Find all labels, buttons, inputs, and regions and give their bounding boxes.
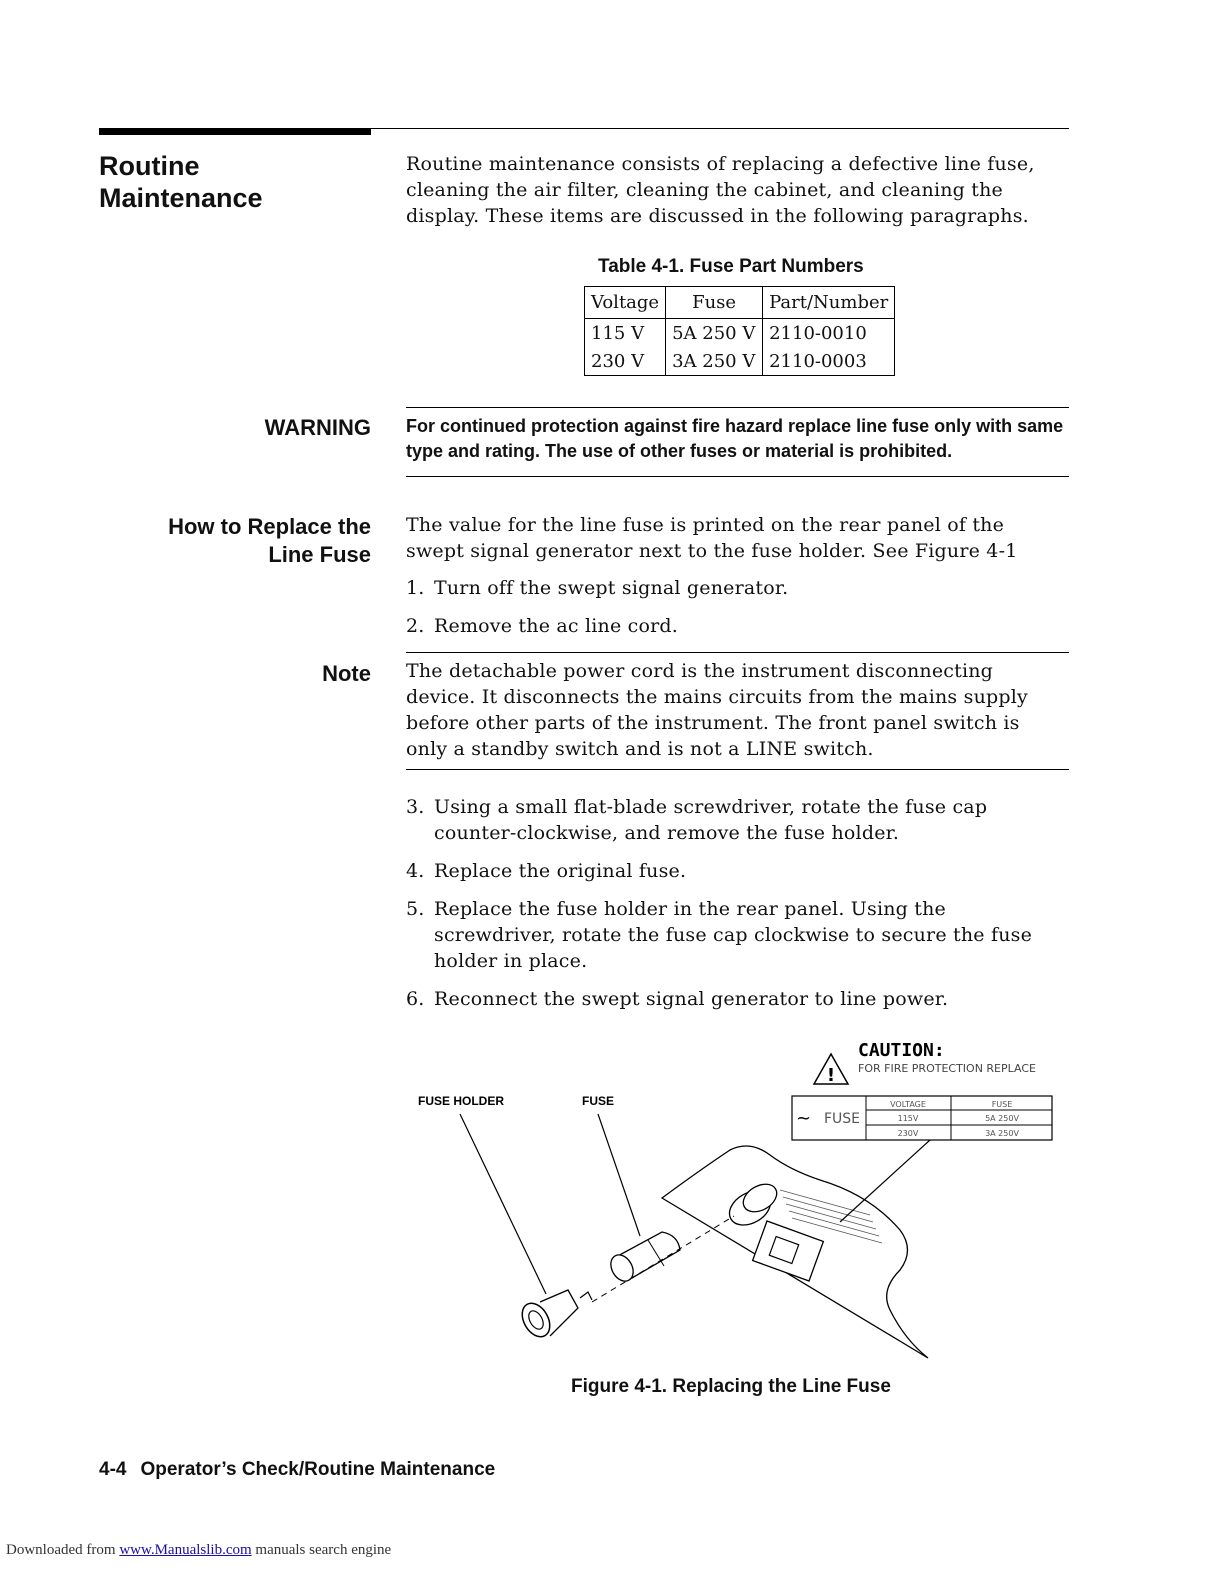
how-to-label-line1: How to Replace the <box>168 514 371 539</box>
section-title <box>99 150 263 214</box>
warning-rule-bottom <box>406 476 1069 477</box>
table-row <box>585 319 895 348</box>
step-number: 1. <box>406 577 425 599</box>
panel-fuse-text: FUSE <box>824 1111 861 1127</box>
page-number: 4-4 <box>99 1459 127 1480</box>
fuse-table <box>584 286 895 376</box>
section-title-line1: Routine <box>99 151 200 181</box>
section-rule-thick <box>99 128 371 135</box>
step-number: 2. <box>406 615 425 637</box>
fuse-drawing <box>606 1232 680 1285</box>
figure-caption: Figure 4-1. Replacing the Line Fuse <box>571 1376 891 1397</box>
fuse-holder-drawing <box>517 1290 592 1342</box>
panel-cell: 5A 250V <box>985 1114 1019 1123</box>
list-item <box>406 613 1076 639</box>
how-to-label-line2: Line Fuse <box>268 542 371 567</box>
step-number: 6. <box>406 988 425 1010</box>
fuse-leader <box>598 1114 640 1236</box>
steps-list-b <box>406 794 1066 1024</box>
table-header-voltage: Voltage <box>585 287 666 319</box>
list-item <box>406 986 1066 1012</box>
step-text: Reconnect the swept signal generator to line power. <box>434 988 949 1010</box>
fuse-replacement-figure <box>400 1030 1080 1370</box>
manualslib-link[interactable]: www.Manualslib.com <box>119 1542 252 1558</box>
note-text: The detachable power cord is the instrument disconnecting device. It disconnects the mains circuits from the mains supply before other parts of the instrument. The front panel switch is only a standby switch and is not a LINE switch. <box>406 660 1028 760</box>
step-number: 3. <box>406 796 425 818</box>
caution-triangle-icon <box>814 1054 848 1086</box>
panel-header-fuse: FUSE <box>991 1100 1013 1109</box>
table-cell: 230 V <box>585 347 666 376</box>
download-note <box>6 1542 391 1559</box>
note-rule-bottom <box>406 769 1069 770</box>
download-suffix: manuals search engine <box>255 1542 392 1558</box>
table-row <box>585 347 895 376</box>
table-caption: Table 4-1. Fuse Part Numbers <box>598 256 864 277</box>
table-cell: 2110-0010 <box>763 319 895 348</box>
panel-cell: 230V <box>897 1129 919 1138</box>
table-header-row <box>585 287 895 319</box>
table-cell: 2110-0003 <box>763 347 895 376</box>
panel-header-voltage: VOLTAGE <box>890 1100 926 1109</box>
ac-tilde-icon: ~ <box>796 1108 812 1129</box>
note-label: Note <box>322 661 371 686</box>
note-rule-top <box>406 652 1069 653</box>
table-header-part: Part/Number <box>763 287 895 319</box>
table-cell: 3A 250 V <box>666 347 763 376</box>
list-item <box>406 575 1076 601</box>
list-item <box>406 858 1066 884</box>
warning-rule-top <box>406 407 1069 408</box>
step-text: Remove the ac line cord. <box>434 615 679 637</box>
step-text: Using a small flat-blade screwdriver, rotate the fuse cap counter-clockwise, and remove the fuse holder. <box>434 796 988 844</box>
fuse-label: FUSE <box>582 1094 615 1108</box>
step-text: Replace the original fuse. <box>434 860 687 882</box>
how-to-label <box>168 513 371 569</box>
svg-text:!: ! <box>826 1065 836 1086</box>
list-item <box>406 794 1066 846</box>
intro-paragraph: Routine maintenance consists of replacing a defective line fuse, cleaning the air filter, cleaning the cabinet, and cleaning the display. These items are discussed in the following paragraphs. <box>406 153 1035 227</box>
section-rule-thin <box>371 128 1069 129</box>
table-cell: 115 V <box>585 319 666 348</box>
panel-cell: 115V <box>897 1114 919 1123</box>
steps-list-a <box>406 575 1076 651</box>
section-title-line2: Maintenance <box>99 183 263 213</box>
panel-cell: 3A 250V <box>985 1129 1019 1138</box>
caution-text: FOR FIRE PROTECTION REPLACE <box>858 1062 1036 1075</box>
fuse-holder-label: FUSE HOLDER <box>418 1094 505 1108</box>
step-number: 5. <box>406 898 425 920</box>
fuse-holder-leader <box>460 1114 546 1294</box>
step-number: 4. <box>406 860 425 882</box>
rear-panel-drawing <box>662 1140 930 1358</box>
how-to-intro: The value for the line fuse is printed on the rear panel of the swept signal generator next to the fuse holder. See Figure 4-1 <box>406 514 1018 562</box>
table-cell: 5A 250 V <box>666 319 763 348</box>
caution-title: CAUTION: <box>858 1040 945 1061</box>
footer-title: Operator’s Check/Routine Maintenance <box>140 1459 496 1480</box>
warning-label: WARNING <box>264 415 371 440</box>
step-text: Turn off the swept signal generator. <box>434 577 789 599</box>
step-text: Replace the fuse holder in the rear panel. Using the screwdriver, rotate the fuse cap clockwise to secure the fuse holder in place. <box>434 898 1033 972</box>
page-footer <box>99 1459 495 1481</box>
list-item <box>406 896 1066 974</box>
fuse-rating-panel <box>792 1096 1052 1140</box>
warning-text: For continued protection against fire hazard replace line fuse only with same type and rating. The use of other fuses or material is prohibited. <box>406 416 1064 461</box>
download-prefix: Downloaded from <box>6 1542 116 1558</box>
table-header-fuse: Fuse <box>666 287 763 319</box>
